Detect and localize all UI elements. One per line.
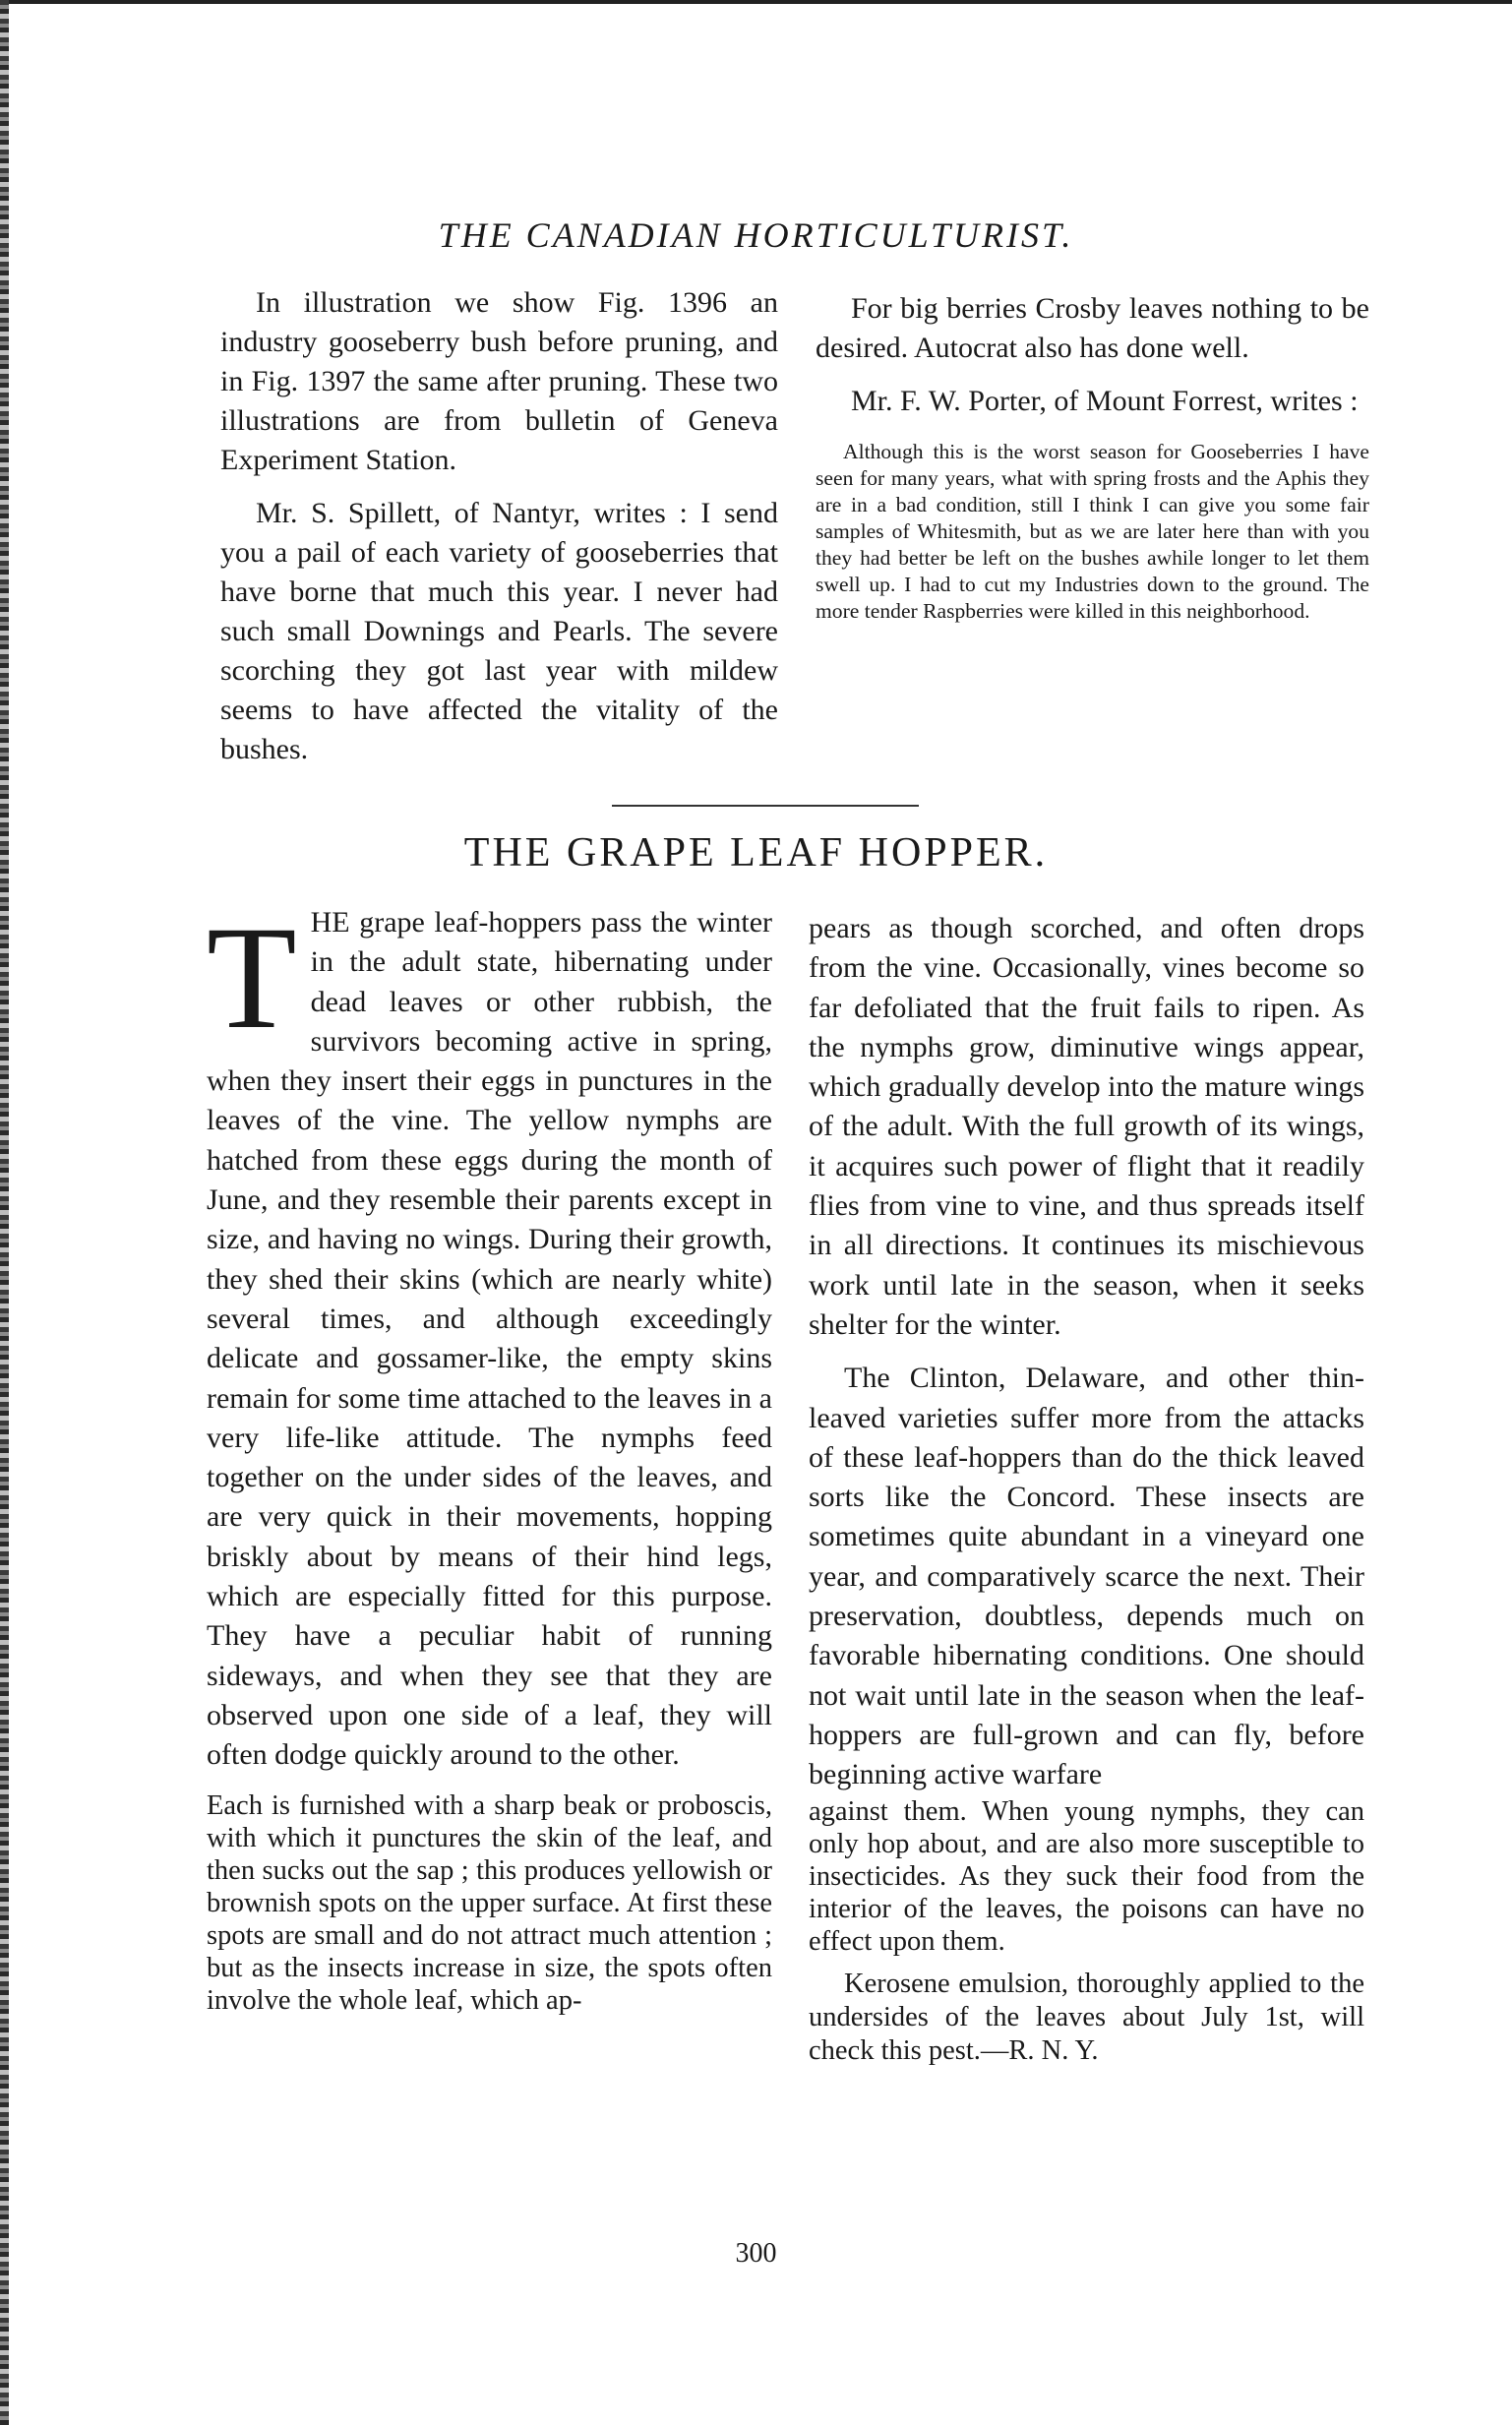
article-varieties-paragraph: The Clinton, Delaware, and other thin-leaved varieties suffer more from the attacks of these leaf-hoppers than do the thick leaved sorts like the Concord. These insects are sometimes quite abundant in a vineyard one year, and comparatively scarce the next. Their preservation, doubtless, depends much on favorable hibernating conditions. One should not wait until late in the season when the leaf-hoppers are full-grown and can fly, before beginning active warfare [809, 1362, 1364, 1791]
page-number: 300 [735, 2238, 777, 2269]
article-left-tail: Each is furnished with a sharp beak or proboscis, with which it punctures the skin of the leaf, and then sucks out the sap ; this produces yellowish or brownish spots on the upper surface. At first these spots are small and do not attract much attention ; but as the insects increase in size, the spots often involve the whole leaf, which ap- [207, 1789, 772, 2016]
porter-quote: Although this is the worst season for Gooseberries I have seen for many years, what with spring frosts and the Aphis they are in a bad condition, still I think I can give you some fair samples of Whitesmith, but as we are later here than with you they had better be left on the bushes awhile longer to let them swell up. I had to cut my Industries down to the ground. The more tender Raspberries were killed in this neighborhood. [816, 440, 1369, 623]
paragraph-spillett-letter: Mr. S. Spillett, of Nantyr, writes : I send you a pail of each variety of gooseberries that have borne that much this year. I never had such small Downings and Pearls. The severe scorching they got last year with mildew seems to have affected the vitality of the bushes. [220, 497, 778, 765]
section-divider [612, 805, 919, 807]
drop-cap-letter: T [207, 896, 297, 1060]
top-border-rule [0, 0, 1512, 4]
article-kerosene-paragraph: Kerosene emulsion, thoroughly applied to the undersides of the leaves about July 1st, will check this pest.—R. N. Y. [809, 1968, 1364, 2066]
article-right-continuation: pears as though scorched, and often drops from the vine. Occasionally, vines become so far defoliated that the fruit fails to ripen. As the nymphs grow, diminutive wings appear, which gradually develop into the mature wings of the adult. With the full growth of its wings, it acquires such power of flight that it readily flies from vine to vine, and thus spreads itself in all directions. It continues its mischievous work until late in the season, when it seeks shelter for the winter. [809, 912, 1364, 1341]
paragraph-crosby: For big berries Crosby leaves nothing to be desired. Autocrat also has done well. [816, 292, 1369, 364]
paragraph-porter-intro: Mr. F. W. Porter, of Mount Forrest, writes : [851, 385, 1359, 417]
article-title: THE GRAPE LEAF HOPPER. [463, 830, 1049, 876]
article-right-column [809, 909, 1364, 2068]
article-left-text: HE grape leaf-hoppers pass the winter in the adult state, hibernating under dead leaves or other rubbish, the survivors becoming active in spring, when they insert their eggs in punctures in the leaves of the vine. The yellow nymphs are hatched from these eggs during the month of June, and they resemble their parents except in size, and having no wings. During their growth, they shed their skins (which are nearly white) several times, and although exceedingly delicate and gossamer-like, the empty skins remain for some time attached to the leaves in a very life-like attitude. The nymphs feed together on the under sides of the leaves, and are very quick in their movements, hopping briskly about by means of their hind legs, which are especially fitted for this purpose. They have a peculiar habit of running sideways, and when they see that they are observed upon one side of a leaf, they will often dodge quickly around to the other. [207, 906, 772, 1772]
scan-edge-margin [0, 0, 9, 2425]
article-left-column [207, 896, 772, 2017]
article-opening-paragraph [207, 896, 772, 1776]
paragraph-fig-illustration: In illustration we show Fig. 1396 an industry gooseberry bush before pruning, and in Fig. 1397 the same after pruning. These two illustrations are from bulletin of Geneva Experiment Station. [220, 286, 778, 476]
article-right-tail: against them. When young nymphs, they can only hop about, and are also more susceptible to insecticides. As they suck their food from the interior of the leaves, the poisons can have no effect upon them. [809, 1795, 1364, 1957]
running-title: THE CANADIAN HORTICULTURIST. [438, 215, 1074, 255]
top-right-column [816, 289, 1369, 625]
top-left-column [220, 283, 778, 769]
